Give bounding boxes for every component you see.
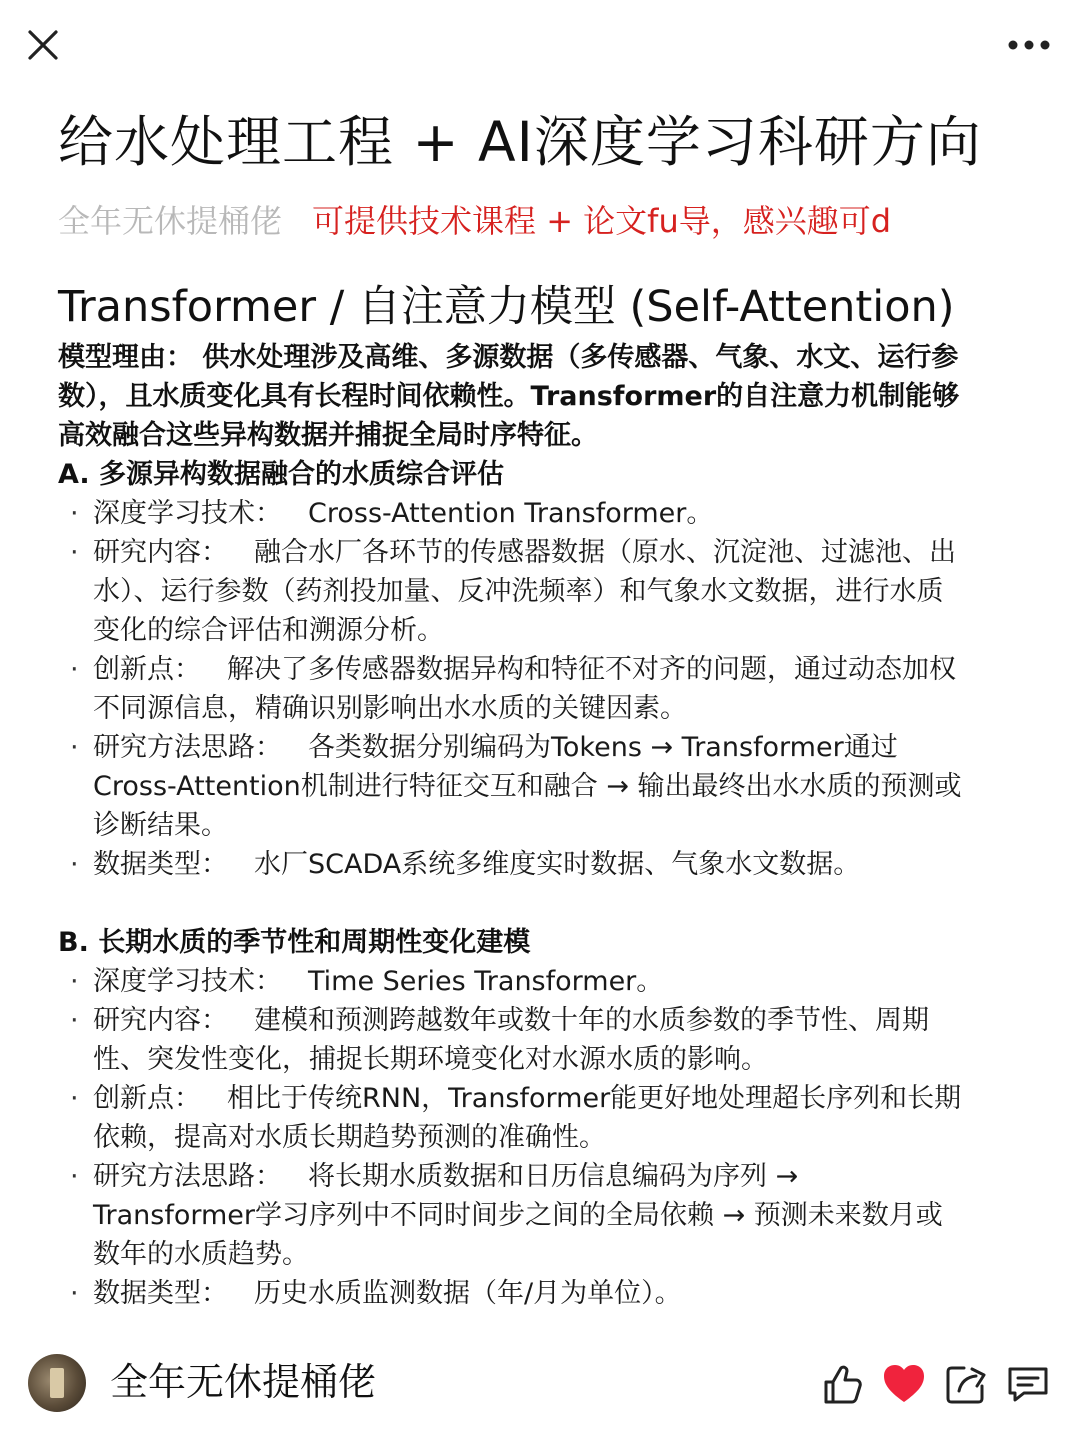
reason-text: 供水处理涉及高维、多源数据（多传感器、气象、水文、运行参数），且水质变化具有长程时间依赖性。Transformer的自注意力机制能够高效融合这些异构数据并捕捉全局时序特征。 <box>58 342 960 451</box>
comment-button[interactable] <box>1004 1360 1052 1408</box>
list-item: · 深度学习技术： Time Series Transformer。 <box>70 966 664 997</box>
post-title: 给水处理工程 + AI深度学习科研方向 <box>58 110 982 174</box>
thumbs-up-icon <box>820 1360 868 1408</box>
section-title: Transformer / 自注意力模型 (Self-Attention) <box>58 282 955 332</box>
item-text: 历史水质监测数据（年/月为单位）。 <box>254 1278 682 1309</box>
item-text: 水厂SCADA系统多维度实时数据、气象水文数据。 <box>254 849 861 880</box>
bottom-action-bar <box>0 1340 1080 1440</box>
reason-label: 模型理由： <box>58 342 193 373</box>
item-label: 数据类型： <box>93 1278 228 1309</box>
share-icon <box>942 1360 990 1408</box>
item-label: 创新点： <box>93 1083 201 1114</box>
favorite-button[interactable] <box>880 1360 928 1408</box>
post-content <box>58 100 982 1313</box>
subsection-a-heading: A. 多源异构数据融合的水质综合评估 <box>58 459 505 490</box>
item-text: 融合水厂各环节的传感器数据（原水、沉淀池、过滤池、出水）、运行参数（药剂投加量、反冲洗频率）和气象水文数据，进行水质变化的综合评估和溯源分析。 <box>93 537 956 646</box>
list-item: · 创新点： 相比于传统RNN，Transformer能更好地处理超长序列和长期依赖，提高对水质长期趋势预测的准确性。 <box>70 1083 962 1153</box>
item-text: 解决了多传感器数据异构和特征不对齐的问题，通过动态加权不同源信息，精确识别影响出水水质的关键因素。 <box>93 654 956 724</box>
subsection-b-heading: B. 长期水质的季节性和周期性变化建模 <box>58 927 531 958</box>
list-item: · 研究方法思路： 各类数据分别编码为Tokens → Transformer通过Cross-Attention机制进行特征交互和融合 → 输出最终出水水质的预测或诊断结果。 <box>70 732 962 841</box>
item-label: 研究内容： <box>93 537 228 568</box>
list-item: · 研究方法思路： 将长期水质数据和日历信息编码为序列 → Transformer学习序列中不同时间步之间的全局依赖 → 预测未来数月或数年的水质趋势。 <box>70 1161 943 1270</box>
item-label: 研究方法思路： <box>93 732 282 763</box>
author-watermark: 全年无休提桶佬 <box>58 202 283 240</box>
subsection-b-list <box>58 962 968 1313</box>
list-item: · 创新点： 解决了多传感器数据异构和特征不对齐的问题，通过动态加权不同源信息，精确识别影响出水水质的关键因素。 <box>70 654 956 724</box>
model-reason <box>58 338 968 455</box>
item-text: 相比于传统RNN，Transformer能更好地处理超长序列和长期依赖，提高对水质长期趋势预测的准确性。 <box>93 1083 962 1153</box>
heart-icon <box>880 1360 928 1408</box>
item-label: 研究方法思路： <box>93 1161 282 1192</box>
item-label: 数据类型： <box>93 849 228 880</box>
author-name[interactable]: 全年无休提桶佬 <box>110 1360 377 1404</box>
top-bar <box>0 0 1080 90</box>
avatar[interactable] <box>28 1354 86 1412</box>
item-text: Cross-Attention Transformer。 <box>308 498 714 529</box>
item-label: 深度学习技术： <box>93 966 282 997</box>
item-label: 创新点： <box>93 654 201 685</box>
item-text: 建模和预测跨越数年或数十年的水质参数的季节性、周期性、突发性变化，捕捉长期环境变化对水源水质的影响。 <box>93 1005 929 1075</box>
more-icon <box>1004 30 1054 60</box>
list-item: · 研究内容： 建模和预测跨越数年或数十年的水质参数的季节性、周期性、突发性变化，捕捉长期环境变化对水源水质的影响。 <box>70 1005 929 1075</box>
more-button[interactable] <box>1004 30 1054 60</box>
close-button[interactable] <box>22 24 64 66</box>
item-label: 深度学习技术： <box>93 498 282 529</box>
item-label: 研究内容： <box>93 1005 228 1036</box>
list-item: · 研究内容： 融合水厂各环节的传感器数据（原水、沉淀池、过滤池、出水）、运行参数（药剂投加量、反冲洗频率）和气象水文数据，进行水质变化的综合评估和溯源分析。 <box>70 537 956 646</box>
comment-icon <box>1004 1360 1052 1408</box>
promo-note: 可提供技术课程 + 论文fu导，感兴趣可d <box>312 202 892 240</box>
share-button[interactable] <box>942 1360 990 1408</box>
list-item: · 深度学习技术： Cross-Attention Transformer。 <box>70 498 714 529</box>
list-item: · 数据类型： 水厂SCADA系统多维度实时数据、气象水文数据。 <box>70 849 861 880</box>
item-text: 各类数据分别编码为Tokens → Transformer通过Cross-Attention机制进行特征交互和融合 → 输出最终出水水质的预测或诊断结果。 <box>93 732 962 841</box>
item-text: 将长期水质数据和日历信息编码为序列 → Transformer学习序列中不同时间步之间的全局依赖 → 预测未来数月或数年的水质趋势。 <box>93 1161 943 1270</box>
subtitle-row <box>58 192 968 250</box>
list-item: · 数据类型： 历史水质监测数据（年/月为单位）。 <box>70 1278 682 1309</box>
item-text: Time Series Transformer。 <box>308 966 664 997</box>
like-button[interactable] <box>820 1360 868 1408</box>
subsection-a-list <box>58 494 968 884</box>
close-icon <box>22 24 64 66</box>
